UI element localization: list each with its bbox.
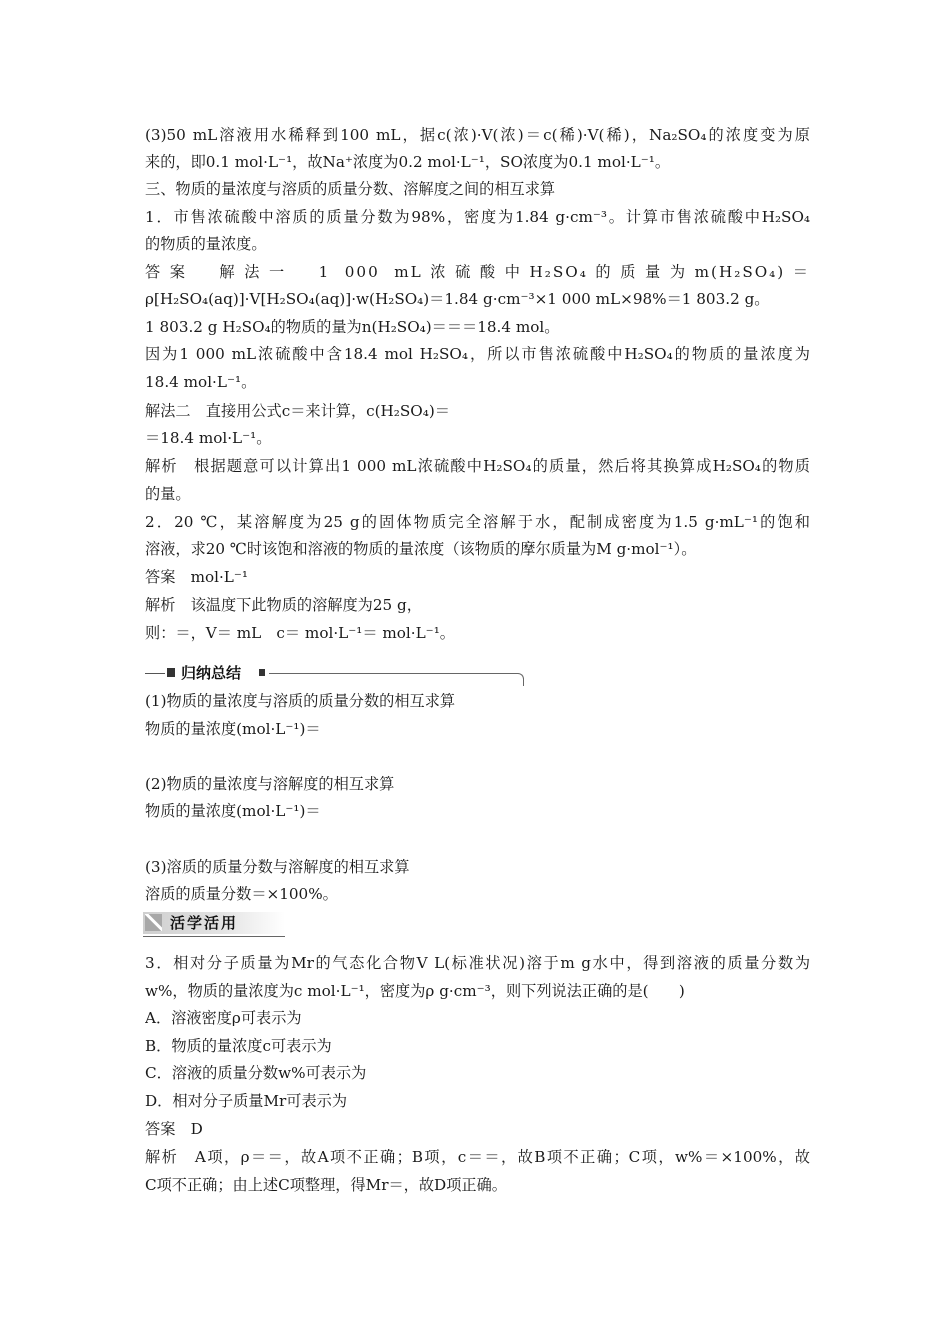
analysis-1-line: 的量。 <box>145 485 191 503</box>
answer-3: 答案 D <box>145 1120 203 1138</box>
summary-title: 归纳总结 <box>181 664 242 682</box>
option-d: D．相对分子质量Mr可表示为 <box>145 1092 348 1110</box>
question-2-line: 2．20 ℃，某溶解度为25 g的固体物质完全溶解于水，配制成密度为1.5 g·mL⁻¹的饱和 <box>145 513 810 531</box>
summary-formula: 物质的量浓度(mol·L⁻¹)＝ <box>145 720 321 738</box>
summary-formula: 溶质的质量分数＝×100%。 <box>145 885 338 903</box>
summary-header <box>145 662 525 684</box>
summary-item: (2)物质的量浓度与溶解度的相互求算 <box>145 775 395 793</box>
option-b: B．物质的量浓度c可表示为 <box>145 1037 332 1055</box>
answer-2-line: 答案 mol·L⁻¹ <box>145 568 248 586</box>
answer-1-line: 1 803.2 g H₂SO₄的物质的量为n(H₂SO₄)＝＝＝18.4 mol。 <box>145 318 560 336</box>
summary-rule-right <box>269 673 517 674</box>
analysis-2-line: 则：＝，V＝ mL c＝ mol·L⁻¹＝ mol·L⁻¹。 <box>145 624 455 642</box>
analysis-3-line: C项不正确；由上述C项整理，得Mr＝，故D项正确。 <box>145 1176 507 1194</box>
summary-corner <box>515 673 524 686</box>
summary-formula: 物质的量浓度(mol·L⁻¹)＝ <box>145 802 321 820</box>
section-heading: 三、物质的量浓度与溶质的质量分数、溶解度之间的相互求算 <box>145 180 556 198</box>
apply-title: 活学活用 <box>170 914 239 932</box>
answer-1-line: 解法二 直接用公式c＝来计算，c(H₂SO₄)＝ <box>145 402 450 420</box>
summary-square-icon <box>167 668 175 677</box>
answer-1-line: 因为1 000 mL浓硫酸中含18.4 mol H₂SO₄，所以市售浓硫酸中H₂SO₄的物质的量浓度为 <box>145 345 810 363</box>
question-3-line: w%，物质的量浓度为c mol·L⁻¹，密度为ρ g·cm⁻³，则下列说法正确的是( ) <box>145 982 685 1000</box>
question-3-line: 3．相对分子质量为Mr的气态化合物V L(标准状况)溶于m g水中，得到溶液的质量分数为 <box>145 954 810 972</box>
analysis-1-line: 解析 根据题意可以计算出1 000 mL浓硫酸中H₂SO₄的质量，然后将其换算成H₂SO₄的物质 <box>145 457 810 475</box>
answer-1-line: ＝18.4 mol·L⁻¹。 <box>145 429 272 447</box>
option-c: C．溶液的质量分数w%可表示为 <box>145 1064 367 1082</box>
paragraph-line: (3)50 mL溶液用水稀释到100 mL，据c(浓)·V(浓)＝c(稀)·V(稀)，Na₂SO₄的浓度变为原 <box>145 126 810 144</box>
apply-header-rule <box>143 936 285 937</box>
option-a: A．溶液密度ρ可表示为 <box>145 1009 302 1027</box>
question-1-line: 的物质的量浓度。 <box>145 235 267 253</box>
slash-box-icon <box>145 914 162 931</box>
answer-1-line: ρ[H₂SO₄(aq)]·V[H₂SO₄(aq)]·w(H₂SO₄)＝1.84 g·cm⁻³×1 000 mL×98%＝1 803.2 g。 <box>145 290 770 308</box>
question-1-line: 1．市售浓硫酸中溶质的质量分数为98%，密度为1.84 g·cm⁻³。计算市售浓硫酸中H₂SO₄ <box>145 208 810 226</box>
summary-item: (1)物质的量浓度与溶质的质量分数的相互求算 <box>145 692 456 710</box>
analysis-2-line: 解析 该温度下此物质的溶解度为25 g， <box>145 596 422 614</box>
answer-1-line: 18.4 mol·L⁻¹。 <box>145 373 257 391</box>
summary-rule-left <box>145 673 165 674</box>
summary-square-icon <box>259 669 265 676</box>
summary-item: (3)溶质的质量分数与溶解度的相互求算 <box>145 858 410 876</box>
analysis-3-line: 解析 A项，ρ＝＝，故A项不正确；B项，c＝＝，故B项不正确；C项，w%＝×100%，故 <box>145 1148 810 1166</box>
answer-1-line: 答案 解法一 1 000 mL浓硫酸中H₂SO₄的质量为m(H₂SO₄)＝ <box>145 263 810 281</box>
apply-header <box>143 910 285 938</box>
question-2-line: 溶液，求20 ℃时该饱和溶液的物质的量浓度（该物质的摩尔质量为M g·mol⁻¹）。 <box>145 540 697 558</box>
paragraph-line: 来的，即0.1 mol·L⁻¹，故Na⁺浓度为0.2 mol·L⁻¹，SO浓度为0.1 mol·L⁻¹。 <box>145 153 671 171</box>
